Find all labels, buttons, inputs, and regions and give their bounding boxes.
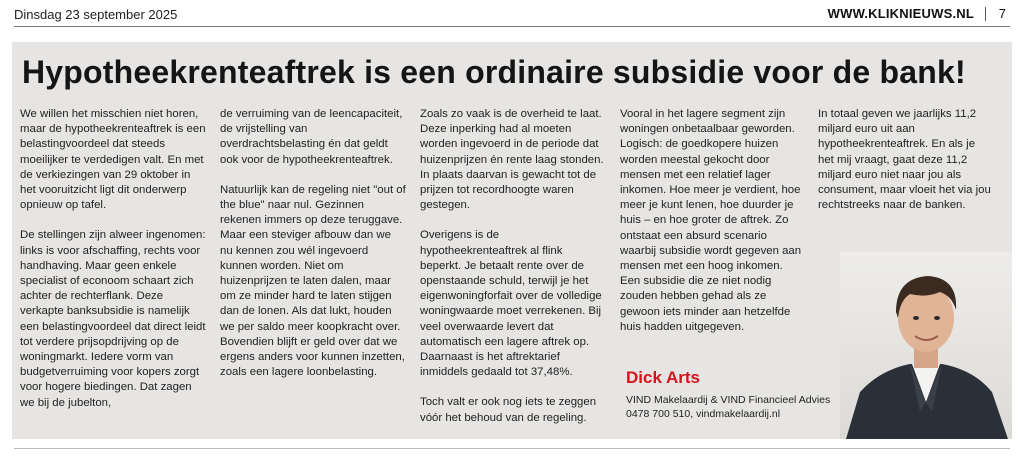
column-5 [818,107,994,228]
site-url[interactable]: WWW.KLIKNIEUWS.NL [827,6,974,21]
header-divider [985,7,986,21]
page-number: 7 [998,6,1006,21]
column-4 [620,107,806,350]
author-company: VIND Makelaardij & VIND Financieel Advies [626,394,831,406]
paragraph: In totaal geven we jaarlijks 11,2 miljard euro uit aan hypotheekrenteaftrek. En als je het mij vraagt, gaat deze 11,2 miljard euro niet naar jou als consument, maar vloeit het via jou rechtstreeks naar de banken. [818,108,991,212]
footer-rule [14,448,1010,449]
column-3 [420,107,606,439]
paragraph: Zoals zo vaak is de overheid te laat. Deze inperking had al moeten worden ingevoerd in de periode dat huizenprijzen én rente laag stonden. In plaats daarvan is gewacht tot de prijzen tot recordhoogte waren gestegen. [420,108,604,212]
author-byline [626,368,866,421]
author-photo [840,252,1012,439]
paragraph: de verruiming van de leencapaciteit, de vrijstelling van overdrachtsbelasting én dat geldt ook voor de hypotheekrenteaftrek. [220,108,403,166]
author-name: Dick Arts [626,368,701,387]
article-panel [12,42,1012,439]
issue-date: Dinsdag 23 september 2025 [14,7,178,22]
paragraph: We willen het misschien niet horen, maar de hypotheekrenteaftrek is een belastingvoordeel dat steeds moeilijker te verdedigen valt. En met de verkiezingen van 29 oktober in het vooruitzicht ligt dit onderwerp opnieuw op tafel. [20,108,206,212]
page-header [0,0,1024,30]
paragraph: Natuurlijk kan de regeling niet "out of the blue" naar nul. Gezinnen rekenen immers op deze teruggave. Maar een steviger afbouw dan we nu kennen zou wél ingevoerd kunnen worden. Niet om huizenprijzen te laten dalen, maar om ze minder hard te laten stijgen dan de lonen. Als dat lukt, houden we per saldo meer koopkracht over. Bovendien blijft er geld over dat we ergens anders voor kunnen inzetten, zoals een lagere loonbelasting. [220,183,406,379]
paragraph: De stellingen zijn alweer ingenomen: links is voor afschaffing, rechts voor handhaving. Maar geen enkele specialist of econoom schaart zich achter de rechterflank. Deze verkapte banksubsidie is namelijk een belastingvoordeel dat direct leidt tot verdere prijsopdrijving op de woningmarkt. Iedere vorm van budgetverruiming voor kopers zorgt voor hogere biedingen. Dat zagen we bij de jubelton, [20,229,206,409]
column-1 [20,107,206,426]
column-2 [220,107,406,395]
article-headline: Hypotheekrenteaftrek is een ordinaire subsidie voor de bank! [22,54,966,90]
paragraph: Toch valt er ook nog iets te zeggen vóór het behoud van de regeling. [420,396,597,424]
author-contact: 0478 700 510, vindmakelaardij.nl [626,408,781,420]
paragraph: Overigens is de hypotheekrenteaftrek al flink beperkt. Je betaalt rente over de openstaande schuld, terwijl je het eigenwoningforfait over de volledige woningwaarde moet verrekenen. Bij veel overwaarde levert dat automatisch een lagere aftrek op. Daarnaast is het aftrektarief inmiddels gedaald tot 37,48%. [420,229,602,379]
header-rule [14,26,1010,27]
paragraph: Vooral in het lagere segment zijn woningen onbetaalbaar geworden. Logisch: de goedkopere huizen worden meestal gekocht door mensen met een relatief lager inkomen. Hoe meer je verdient, hoe meer je kunt lenen, hoe duurder je huis – en hoe groter de aftrek. Zo ontstaat een absurd scenario waarbij subsidie wordt gegeven aan mensen met een hoog inkomen. Een subsidie die ze niet nodig zouden hebben gehad als ze gewoon iets minder aan hetzelfde huis hadden uitgegeven. [620,108,802,333]
